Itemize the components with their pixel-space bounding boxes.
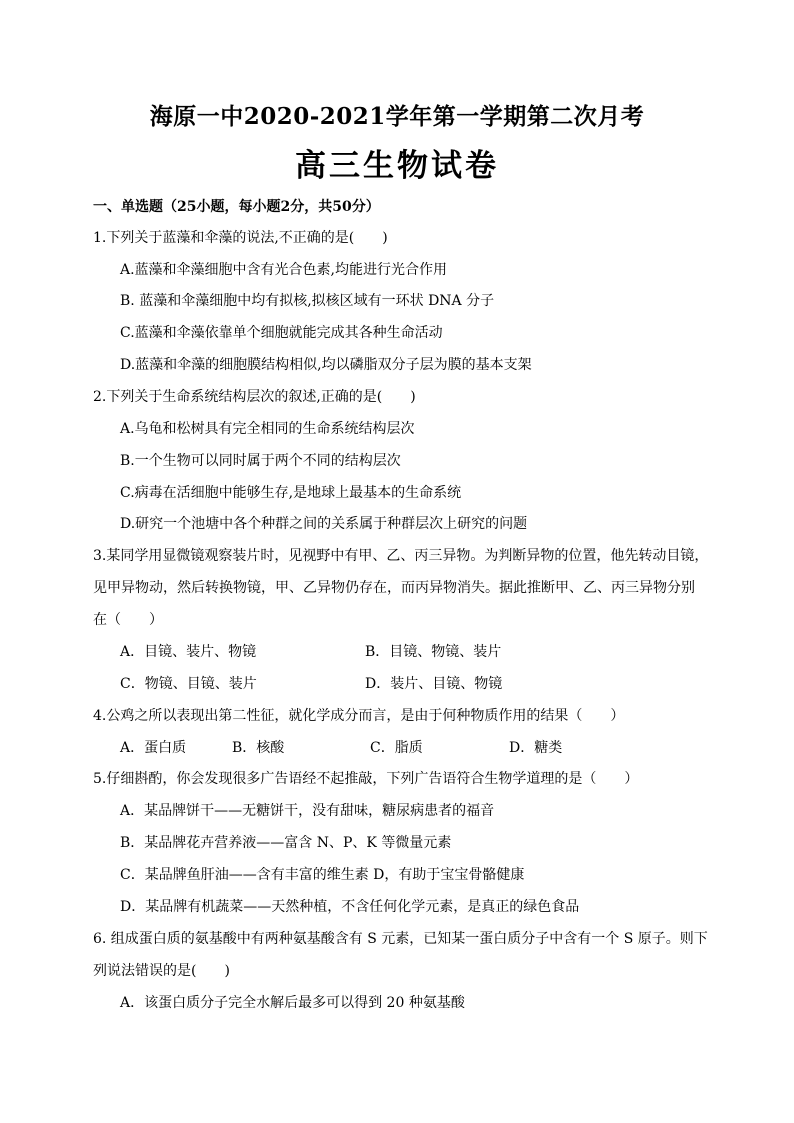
- question-5-option-b: B．某品牌花卉营养液——富含 N、P、K 等微量元素: [120, 835, 452, 851]
- question-6-option-a: A．该蛋白质分子完全水解后最多可以得到 20 种氨基酸: [120, 995, 465, 1011]
- question-1-option-a: A.蓝藻和伞藻细胞中含有光合色素,均能进行光合作用: [120, 262, 448, 278]
- question-3-option-b: B．目镜、物镜、装片: [365, 644, 502, 660]
- exam-title: 海原一中2020-2021学年第一学期第二次月考: [149, 103, 645, 130]
- question-1-option-b: B. 蓝藻和伞藻细胞中均有拟核,拟核区域有一环状 DNA 分子: [120, 293, 495, 309]
- question-1-option-c: C.蓝藻和伞藻依靠单个细胞就能完成其各种生命活动: [120, 325, 443, 341]
- question-3-stem-line-2: 见甲异物动，然后转换物镜，甲、乙异物仍存在，而丙异物消失。据此推断甲、乙、丙三异物分别: [93, 580, 695, 596]
- question-4-option-d: D．糖类: [509, 740, 563, 756]
- question-2-option-a: A.乌龟和松树具有完全相同的生命系统结构层次: [120, 421, 415, 437]
- question-5-option-a: A．某品牌饼干——无糖饼干，没有甜味，糖尿病患者的福音: [120, 803, 495, 819]
- question-5-stem: 5.仔细斟酌，你会发现很多广告语经不起推敲，下列广告语符合生物学道理的是（ ）: [93, 771, 639, 787]
- question-3-option-d: D．装片、目镜、物镜: [365, 676, 503, 692]
- question-3-stem-line-1: 3.某同学用显微镜观察装片时，见视野中有甲、乙、丙三异物。为判断异物的位置，他先转动目镜，: [93, 548, 709, 564]
- question-6-stem-line-1: 6. 组成蛋白质的氨基酸中有两种氨基酸含有 S 元素，已知某一蛋白质分子中含有一个 S 原子。则下: [93, 931, 708, 947]
- question-4-option-a: A．蛋白质: [120, 740, 187, 756]
- question-4-stem: 4.公鸡之所以表现出第二性征，就化学成分而言，是由于何种物质作用的结果（ ）: [93, 708, 625, 724]
- question-4-option-b: B．核酸: [232, 740, 285, 756]
- question-2-stem: 2.下列关于生命系统结构层次的叙述,正确的是( ): [93, 389, 416, 405]
- question-2-option-d: D.研究一个池塘中各个种群之间的关系属于种群层次上研究的问题: [120, 516, 528, 532]
- question-6-stem-line-2: 列说法错误的是( ): [93, 963, 230, 979]
- question-3-option-a: A．目镜、装片、物镜: [120, 644, 257, 660]
- section-heading: 一、单选题（25小题，每小题2分，共50分）: [93, 199, 380, 215]
- question-3-stem-line-3: 在（ ）: [93, 612, 163, 628]
- question-2-option-c: C.病毒在活细胞中能够生存,是地球上最基本的生命系统: [120, 485, 462, 501]
- question-5-option-c: C．某品牌鱼肝油——含有丰富的维生素 D，有助于宝宝骨骼健康: [120, 867, 525, 883]
- question-1-option-d: D.蓝藻和伞藻的细胞膜结构相似,均以磷脂双分子层为膜的基本支架: [120, 357, 532, 373]
- question-4-option-c: C．脂质: [370, 740, 423, 756]
- question-2-option-b: B.一个生物可以同时属于两个不同的结构层次: [120, 453, 401, 469]
- question-5-option-d: D．某品牌有机蔬菜——天然种植，不含任何化学元素，是真正的绿色食品: [120, 899, 580, 915]
- question-3-option-c: C．物镜、目镜、装片: [120, 676, 257, 692]
- question-1-stem: 1.下列关于蓝藻和伞藻的说法,不正确的是( ): [93, 230, 388, 246]
- exam-subtitle: 高三生物试卷: [295, 148, 499, 184]
